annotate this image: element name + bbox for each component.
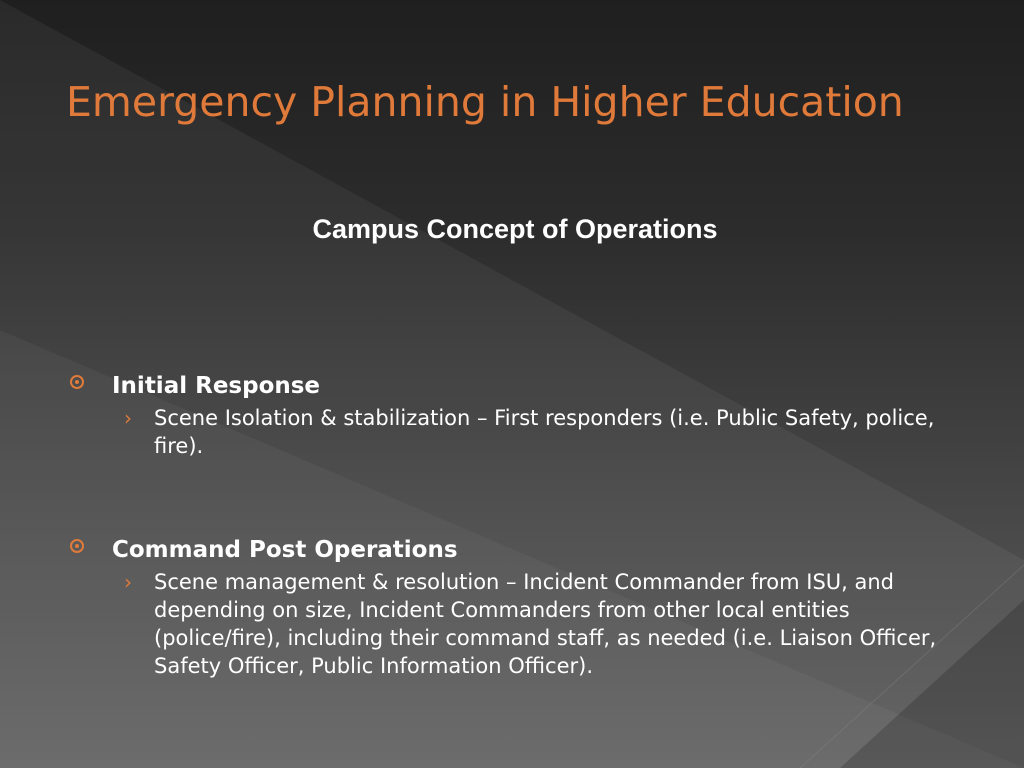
bullet-item-command-post-operations	[70, 534, 970, 680]
bullet-spacer	[70, 460, 970, 534]
circle-dot-icon	[70, 375, 84, 389]
bullet-item-initial-response	[70, 370, 970, 460]
chevron-right-icon: ›	[124, 406, 132, 430]
sub-bullet-item	[112, 568, 970, 680]
chevron-right-icon: ›	[124, 570, 132, 594]
slide-subtitle: Campus Concept of Operations	[312, 214, 718, 244]
sub-bullet-item	[112, 404, 970, 460]
bullet-heading: Initial Response	[112, 373, 321, 399]
slide-title: Emergency Planning in Higher Education	[66, 78, 904, 126]
bullet-heading: Command Post Operations	[112, 537, 458, 563]
sub-bullet-text: Scene management & resolution – Incident Commander from ISU, and depending on size, Incident Commanders from other local entities (police/fire), including their command staff, as needed (i.e. Liaison Officer, Safety Officer, Public Information Officer).	[154, 570, 937, 678]
circle-dot-icon	[70, 539, 84, 553]
bullet-list	[70, 370, 970, 680]
sub-bullet-text: Scene Isolation & stabilization – First responders (i.e. Public Safety, police, fire).	[154, 406, 935, 458]
